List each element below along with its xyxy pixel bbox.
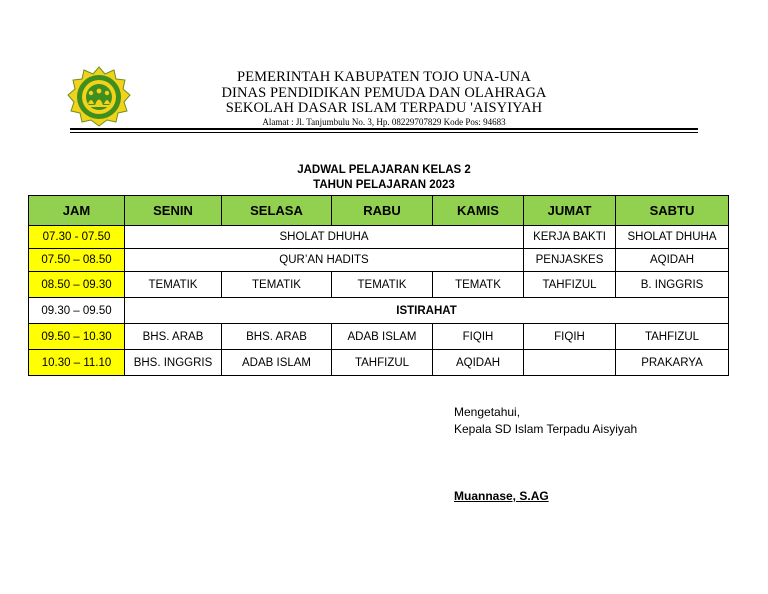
- signature-position: Kepala SD Islam Terpadu Aisyiyah: [454, 422, 638, 436]
- cell-sabtu: PRAKARYA: [616, 350, 729, 376]
- table-row: [29, 226, 729, 249]
- schedule-table: [28, 195, 729, 376]
- cell-selasa: BHS. ARAB: [222, 324, 332, 350]
- cell-rabu: TEMATIK: [332, 272, 433, 298]
- col-header-kamis: KAMIS: [433, 196, 524, 226]
- cell-selasa: TEMATIK: [222, 272, 332, 298]
- schedule-title: JADWAL PELAJARAN KELAS 2: [297, 164, 471, 176]
- cell-senin: BHS. INGGRIS: [125, 350, 222, 376]
- time-cell: 07.30 - 07.50: [29, 226, 125, 249]
- cell-jumat: [524, 350, 616, 376]
- school-logo-icon: [67, 66, 131, 128]
- time-cell: 07.50 – 08.50: [29, 249, 125, 272]
- time-cell: 10.30 – 11.10: [29, 350, 125, 376]
- time-cell: 09.30 – 09.50: [29, 298, 125, 324]
- table-row: [29, 350, 729, 376]
- signature-acknowledged: Mengetahui,: [454, 405, 521, 419]
- cell-senin: TEMATIK: [125, 272, 222, 298]
- schedule-year: TAHUN PELAJARAN 2023: [313, 179, 455, 191]
- merged-cell: SHOLAT DHUHA: [125, 226, 524, 249]
- col-header-jumat: JUMAT: [524, 196, 616, 226]
- time-cell: 08.50 – 09.30: [29, 272, 125, 298]
- cell-kamis: TEMATK: [433, 272, 524, 298]
- table-row: [29, 249, 729, 272]
- cell-jumat: PENJASKES: [524, 249, 616, 272]
- table-row: [29, 324, 729, 350]
- cell-selasa: ADAB ISLAM: [222, 350, 332, 376]
- col-header-rabu: RABU: [332, 196, 433, 226]
- break-cell: ISTIRAHAT: [125, 298, 729, 324]
- table-row: [29, 298, 729, 324]
- cell-rabu: TAHFIZUL: [332, 350, 433, 376]
- header-divider-thick: [70, 128, 698, 130]
- cell-sabtu: AQIDAH: [616, 249, 729, 272]
- signature-name: Muannase, S.AG: [454, 489, 549, 503]
- merged-cell: QUR’AN HADITS: [125, 249, 524, 272]
- header-government: PEMERINTAH KABUPATEN TOJO UNA-UNA: [237, 69, 531, 85]
- col-header-jam: JAM: [29, 196, 125, 226]
- cell-jumat: KERJA BAKTI: [524, 226, 616, 249]
- col-header-senin: SENIN: [125, 196, 222, 226]
- header-school: SEKOLAH DASAR ISLAM TERPADU 'AISYIYAH: [225, 100, 543, 116]
- cell-senin: BHS. ARAB: [125, 324, 222, 350]
- header-department: DINAS PENDIDIKAN PEMUDA DAN OLAHRAGA: [221, 84, 547, 101]
- time-cell: 09.50 – 10.30: [29, 324, 125, 350]
- cell-rabu: ADAB ISLAM: [332, 324, 433, 350]
- col-header-selasa: SELASA: [222, 196, 332, 226]
- cell-sabtu: SHOLAT DHUHA: [616, 226, 729, 249]
- letterhead: [150, 70, 618, 128]
- cell-jumat: TAHFIZUL: [524, 272, 616, 298]
- header-address: Alamat : Jl. Tanjumbulu No. 3, Hp. 08229707829 Kode Pos: 94683: [262, 116, 506, 127]
- cell-kamis: FIQIH: [433, 324, 524, 350]
- cell-kamis: AQIDAH: [433, 350, 524, 376]
- cell-sabtu: TAHFIZUL: [616, 324, 729, 350]
- cell-sabtu: B. INGGRIS: [616, 272, 729, 298]
- table-header-row: [29, 196, 729, 226]
- cell-jumat: FIQIH: [524, 324, 616, 350]
- header-divider-thin: [70, 132, 698, 133]
- table-row: [29, 272, 729, 298]
- col-header-sabtu: SABTU: [616, 196, 729, 226]
